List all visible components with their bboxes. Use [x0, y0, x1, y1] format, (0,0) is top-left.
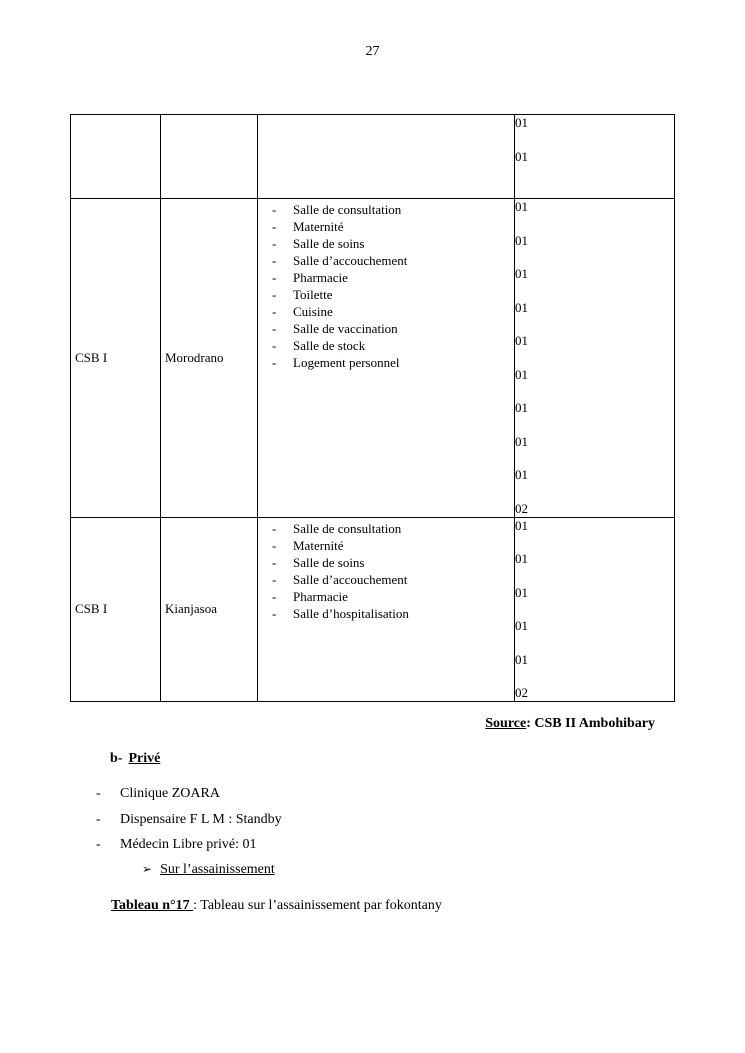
- list-item: - Dispensaire F L M : Standby: [96, 812, 282, 838]
- list-item: - Médecin Libre privé: 01: [96, 837, 282, 863]
- list-item: - Salle de consultation: [272, 201, 514, 218]
- prive-list: [96, 786, 282, 863]
- table-caption-text: : Tableau sur l’assainissement par fokontany: [193, 898, 442, 913]
- facilities-table: [70, 114, 675, 702]
- quantity-value: 01: [515, 232, 528, 248]
- list-item: - Clinique ZOARA: [96, 786, 282, 812]
- list-item: - Salle d’hospitalisation: [272, 605, 514, 622]
- quantity-value: 01: [515, 618, 528, 633]
- quantity-value: 01: [515, 366, 528, 382]
- table-caption: [111, 898, 442, 914]
- assainissement-label: Sur l’assainissement: [160, 862, 275, 877]
- source-note: [485, 716, 655, 732]
- section-b-marker: b-: [110, 751, 123, 766]
- quantity-value: 01: [515, 299, 528, 315]
- list-item: - Pharmacie: [272, 269, 514, 286]
- quantity-value: 01: [515, 148, 528, 164]
- list-item: - Logement personnel: [272, 354, 514, 371]
- assainissement-heading: [142, 862, 275, 878]
- list-item: - Cuisine: [272, 303, 514, 320]
- table-row: [71, 115, 675, 199]
- quantity-value: 01: [515, 651, 528, 667]
- section-b-heading: [110, 751, 160, 767]
- source-label: Source: [485, 716, 527, 731]
- list-item: - Salle d’accouchement: [272, 571, 514, 588]
- quantity-value: 01: [515, 433, 528, 449]
- quantity-cell: [515, 517, 675, 702]
- table-caption-label: Tableau n°17: [111, 898, 194, 913]
- rooms-cell: [258, 199, 515, 518]
- quantity-cell: [515, 199, 675, 518]
- list-item: - Salle d’accouchement: [272, 252, 514, 269]
- location-cell: Morodrano: [161, 199, 258, 518]
- facilities-table-body: [71, 115, 675, 702]
- list-item: - Salle de soins: [272, 235, 514, 252]
- quantity-value: 01: [515, 266, 528, 281]
- facility-type-cell: [71, 115, 161, 199]
- list-item: - Salle de soins: [272, 554, 514, 571]
- quantity-value: 01: [515, 551, 528, 566]
- location-cell: [161, 115, 258, 199]
- facility-type-cell: CSB I: [71, 199, 161, 518]
- list-item: - Maternité: [272, 218, 514, 235]
- list-item: - Salle de vaccination: [272, 320, 514, 337]
- quantity-value: 02: [515, 500, 528, 516]
- rooms-list: [258, 199, 514, 371]
- rooms-cell: [258, 115, 515, 199]
- rooms-list: [258, 518, 514, 622]
- facility-type-cell: CSB I: [71, 517, 161, 702]
- quantity-value: 01: [515, 584, 528, 600]
- source-value: : CSB II Ambohibary: [526, 716, 655, 731]
- page-number: 27: [365, 44, 380, 59]
- quantity-value: 01: [515, 517, 528, 533]
- quantity-cell: [515, 115, 675, 199]
- table-row: [71, 199, 675, 518]
- quantity-value: 02: [515, 685, 528, 700]
- list-item: - Toilette: [272, 286, 514, 303]
- rooms-cell: [258, 517, 515, 702]
- list-item: - Pharmacie: [272, 588, 514, 605]
- quantity-value: 01: [515, 199, 528, 214]
- quantity-value: 01: [515, 467, 528, 482]
- section-b-title: Privé: [128, 751, 161, 766]
- table-row: [71, 517, 675, 702]
- quantity-value: 01: [515, 400, 528, 415]
- quantity-value: 01: [515, 115, 528, 130]
- list-item: - Salle de consultation: [272, 520, 514, 537]
- quantity-value: 01: [515, 333, 528, 348]
- list-item: - Salle de stock: [272, 337, 514, 354]
- location-cell: Kianjasoa: [161, 517, 258, 702]
- list-item: - Maternité: [272, 537, 514, 554]
- arrow-bullet-icon: ➢: [142, 862, 153, 876]
